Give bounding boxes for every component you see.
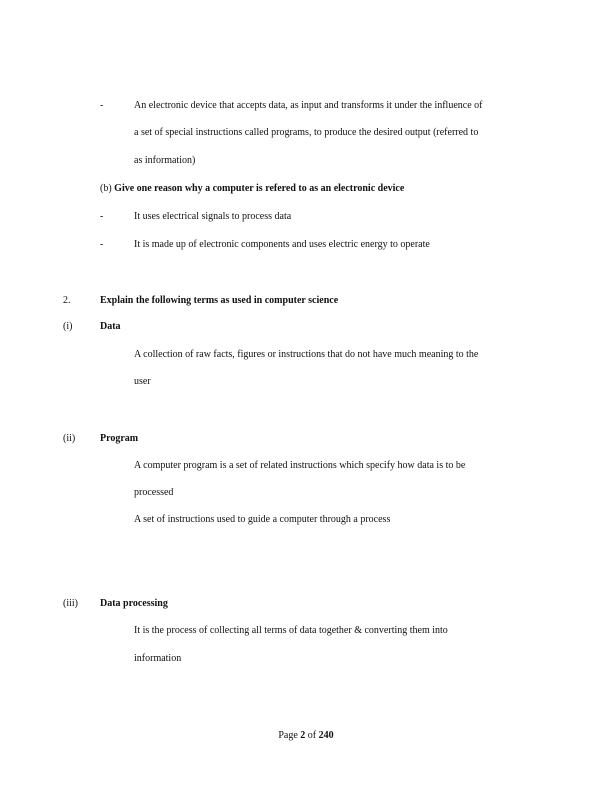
term-text: processed — [134, 487, 174, 498]
footer-page-word: Page — [278, 730, 298, 741]
question-b-label: (b) — [100, 183, 112, 194]
footer-of-word: of — [307, 730, 317, 741]
term-heading: Program — [100, 433, 139, 444]
term-text: information — [134, 653, 182, 664]
question-b-text: Give one reason why a computer is refered to as an electronic device — [114, 183, 405, 194]
definition-line: as information) — [134, 155, 196, 166]
definition-line: a set of special instructions called programs, to produce the desired output (referred to — [134, 127, 479, 138]
term-label: (iii) — [63, 598, 78, 609]
footer-current-page: 2 — [300, 730, 306, 741]
answer-line: It uses electrical signals to process data — [134, 211, 292, 222]
footer-total-pages: 240 — [318, 730, 334, 741]
term-label: (i) — [63, 321, 73, 332]
term-text: A collection of raw facts, figures or instructions that do not have much meaning to the — [134, 349, 479, 360]
term-heading: Data — [100, 321, 121, 332]
term-text: A set of instructions used to guide a computer through a process — [134, 514, 391, 525]
page-footer — [0, 730, 612, 742]
definition-line: An electronic device that accepts data, as input and transforms it under the influence of — [134, 100, 483, 111]
term-text: user — [134, 376, 151, 387]
term-text: It is the process of collecting all terms of data together & converting them into — [134, 625, 448, 636]
question-heading: Explain the following terms as used in computer science — [100, 295, 339, 306]
term-text: A computer program is a set of related instructions which specify how data is to be — [134, 460, 466, 471]
question-number: 2. — [63, 295, 71, 306]
question-b — [100, 183, 404, 195]
bullet-dash: - — [100, 239, 104, 250]
bullet-dash: - — [100, 100, 104, 111]
answer-line: It is made up of electronic components and uses electric energy to operate — [134, 239, 430, 250]
term-heading: Data processing — [100, 598, 168, 609]
term-label: (ii) — [63, 433, 76, 444]
bullet-dash: - — [100, 211, 104, 222]
